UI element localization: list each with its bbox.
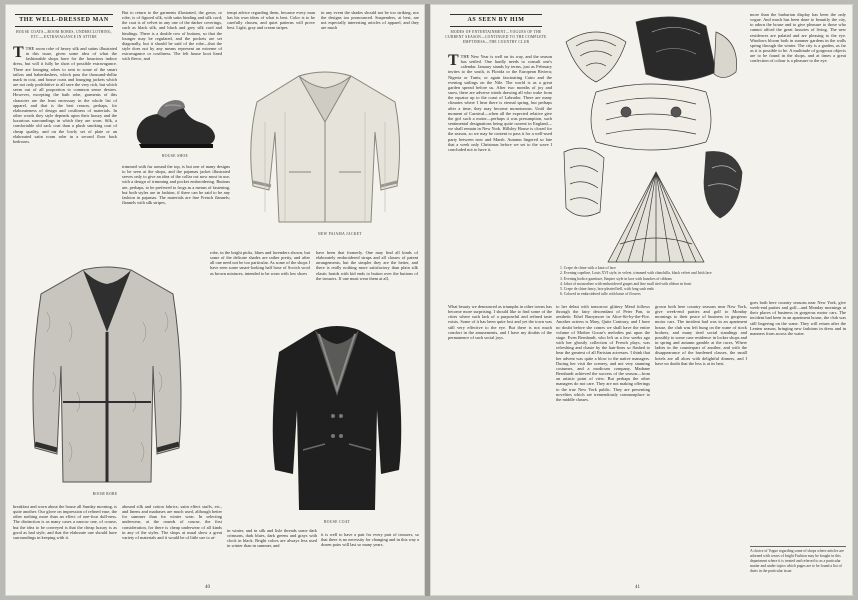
section-banner: THE WELL-DRESSED MAN bbox=[15, 14, 113, 27]
text-column-bottom-1: breakfast and worn about the house all Sunday morning, is quite another. Our glove on impression of refined ease, the other nothing more than an effect of one-four dull-ness. The distinction is as many cases a narrow one, of course, but the idea to be conveyed is that the cheap luxury is as good as bad style, and that the elaborate one should have surroundings in keeping with it. bbox=[13, 504, 117, 540]
right-page bbox=[430, 4, 853, 596]
drop-cap: T bbox=[13, 46, 24, 61]
text-column-bottom-3: in winter, and in silk and lisle threads some dark crimsons, dark blues, dark greens and grays with clock in black. Bright colors are always less used in winter than in summer, and bbox=[227, 528, 317, 549]
legend-item: 5. Crepe de chine fancy, box-pleated bell, with long sash ends bbox=[560, 287, 654, 292]
text-column-4: more than the barbarian display has been the only vogue. And much has been done to beautify the city, to adorn the house and to give pleasure to those who cannot afford the great luxuries of living. The new residences are palatial and are pleasing to the eye. Windows bloom both in summer gardens in the walls spring through the winter. The city is a garden, as far as it is possible to be. A multitude of gorgeous objects are to be found in the shops, and at times a great confection of colour is a pleasure to the eye. bbox=[750, 12, 846, 64]
lace-accessories-illustration bbox=[556, 12, 746, 264]
text-column-lower-3: have been that formerly. One may find all kinds of elaborately embroidered straps and all classes of patent arrangements, but the simpler they are the better, and there is really nothing more satisfactory than plain silk elastic braids with kid ends to button over the buttons of the trousers. If one must wear them at all, bbox=[316, 250, 418, 281]
section-subhead: MODES OF ENTERTAINMENT—VOGUES OF THE CURRENT SEASON—CONTINUED TO THE COMPLETE EMPTINESS—THE COUNTRY CLUB bbox=[445, 30, 547, 44]
caption-room-robe: ROOM ROBE bbox=[92, 492, 118, 496]
legend-item: 6. Colored in embroidered tulle with baste of flowers bbox=[560, 292, 641, 297]
text-column-3: grown both here country seasons near New York, give week-end parties and golf to Monday mornings to their peace of business in gorgeous motor cars. The incident had was in an apartment house, the club was left hung on the wane of stock brokers, and many tired social standings and possibly to some case residence in locker shops and in spring and autumn gamble at the races, Where ladies in the counterpart of another, and with the disappearance of the burdened classes, the small hotels are all aloes with delightful dinners, and I have no doubt that the less is at its best. bbox=[655, 304, 747, 366]
text-column-1 bbox=[13, 46, 117, 258]
legend-item: 1. Crepe de chine with a knot of lace bbox=[560, 266, 616, 270]
text-column-2: to her debut with tomorrow glittery Mead follows through the fairy descendant of Peter Pan, to aesthetic Ethel Barrymore in Alice-Sit-by-the-Fire. Another actress is Mary, Quite Contrary, and I have no doubt before she comes we shall have the entire volume of Mother Goose's melodies put upon the stage. Even Bernhardt, who left us a few weeks ago with her ghostly collection of French plays, was refreshing and chaste by the hair-lines so flashed to hear the greatest of all Parisian actresses. I think that her advent was quite a blow to the native managers. During her visit the scenery, and not very stunning costumes, and a modicum company, Madame Bernhardt achieved the success of the season—from an artistic point of view. But perhaps the other managers do not care. They are not making offerings to the true New York public. They are presenting novelties which are tremendously commonplace to the middle classes. bbox=[556, 304, 650, 402]
footnote-box: A choice of Vogue regarding some of shops where articles are adorned with wears of bright Fashion may be bought in this department where it is treated and referred to as a particular matter and under topics which pages are to be found a list of dates in the particular issue. bbox=[750, 546, 846, 574]
pajama-jacket-illustration bbox=[235, 62, 417, 232]
section-banner: AS SEEN BY HIM bbox=[450, 14, 542, 27]
caption-house-coat: HOUSE COAT bbox=[323, 520, 351, 524]
column-text: THE New Year is well on its way, and the season has settled. One hardly needs to consult one's calendar. January stands by terms, just as February invites to the south, is Florida or the European Riviera; Nigeria or Tunis; or again fascinating Cairo and the evening sailings on the Nile. The world is as a great garden spread before us. After two months of joy and snow, there are adverse winds drawing all who wake from the equator up to the coast of Labrador. There are many climates where I hear there is eternal spring, but perhaps after a time, they may become monotonous. Until the moment of Carnival—when all the expected relative give the girl such a motor—perhaps it was presumption, such sentimental designations being quite current in England—we shall remain in New York. Hillsley House is closed for the season, so we may be content to pass it for a well-used party between now and Marsh. Autumn lingered so late that a week only Christmas before we set to the wave I concluded not to have it. bbox=[448, 54, 552, 152]
text-column-lower-2: robe, in the bright picks, blues and lavenders shown, but some of the delicate shades are rather pretty, and after all one need not be too particular. As some of the shops I have seen some smart-looking half hose of Scotch wool as brown mixtures, intended to be worn with low shoes bbox=[210, 250, 310, 276]
text-column-mid: trimmed with fur around the top, is but one of many designs to be seen at the shops, and the pajamas jacket illustrated serves only to give an idea of the collar cut now most in use, with a design of trimming and pocket embroidering. Buttons are, perhaps, to be preferred to frogs as a means of fastening, but both styles are in fashion, if there can be said to be any fashion in pajamas. The materials are fine French flannels; flannels with silk stripes, bbox=[122, 164, 230, 206]
caption-house-shoe: HOUSE SHOE bbox=[161, 154, 189, 158]
text-column-lower-1: What beauty we denounced as triumphs in other towns has become more surprising. I should like to find some of the cities where such lack of a purposeful and refined taste exists. Some of it has been quite lost and yet the town was still very effective to the eye. But there is not much comfort in the amusements, and I have my doubts of the permanence of such social joys. bbox=[448, 304, 552, 340]
page-number: 41 bbox=[635, 585, 640, 590]
text-column-bottom-4: it is well to have a pair for every pair of trousers, so that there is no necessity for changing and in this way a dozen pairs will last so many years. bbox=[321, 532, 419, 548]
text-column-bottom-2: abound silk and cotton fabrics; satin effect stuffs, etc., and linens and madrases are much used, although better for summer than for winter wear. In selecting underwear, at the rounds of course, the first consideration, for there is cheap underwear of all kinds in any of the styles. The shops at usual show a great variety of materials and it would be of little use to at- bbox=[122, 504, 222, 540]
house-shoe-illustration bbox=[127, 96, 221, 158]
legend-item: 3. Evening bodice garniture, Empire style in lace with bunches of ribbons bbox=[560, 276, 672, 281]
caption-pajama-jacket: NEW PAJAMA JACKET bbox=[318, 232, 362, 236]
text-column-lower-4: goes both here country seasons near New York, give week-end parties and golf—and Monday mornings at their places of business in gorgeous motor cars. The incident had been in an apartment house, the club was still lingering on the wane. They will return after the Lenten season, bringing new fashions in dress and in manners from across the water. bbox=[750, 300, 846, 336]
column-text: THE room robe of heavy silk and satins illustrated in this issue, given some idea of what the fashionable shops have for the luxurious indoor dress, but will it fully be short of possible extravagance. There are lounging robes to sent to some of the smart tailors and haberdashers, which pass the thousand-dollar mark in cost, and house coats and lounging jackets which are not only prohibitive to all save the very rich, but which seem out of all proportion to common sense desires. However, excepting the bath robe, garments of this character are the least necessary in the whole list of apparel, and that is the best reason, perhaps, for elaborateness of design and costliness of materials. In other words they style depends upon their luxury and the luxurious surroundings in which they are worn. Silk, a comfortable old sack coat than a plush smoking coat of cheap quality, and on the lowly set of plate or an elaborated satin room robe in a second floor back bedroom. bbox=[13, 46, 117, 144]
left-page bbox=[5, 4, 425, 596]
text-column-1 bbox=[448, 54, 552, 298]
legend-item: 4. Jabot of mousseline with embroidered grapes and fine mull tied with ribbon in front bbox=[560, 281, 692, 286]
text-column-2: But to return to the garments illustrated, the gown, or robe, is of figured silk, with satin binding and silk cord; the coat is of velvet in any one of the darker coverings, such as black silk, and black and grey silk cord and bindings. There is a double row of buttons, so that the lounger may be regulated, and the pockets are set diagonally, but it should be said of the robe—that the style does not by any means represent an extreme of extravagance or costliness. The felt house boot lined with fleece, and bbox=[122, 10, 222, 62]
illustration-legend bbox=[560, 266, 748, 298]
text-column-3: tempt advice regarding them, because every man has his own ideas of what is best. Color is to be carefully chosen, and quiet patterns will prove best. Light, gray and cream stripes bbox=[227, 10, 315, 31]
page-number: 40 bbox=[205, 585, 210, 590]
section-subhead: HOUSE COATS—ROOM ROBES, UNDERCLOTHING, ETC.—EXTRAVAGANCE IN ATTIRE bbox=[16, 30, 112, 39]
house-coat-illustration bbox=[263, 320, 411, 516]
drop-cap: T bbox=[448, 54, 459, 69]
text-column-4: in any event the shades should not be too striking, nor the designs too pronounced. Suspenders, at best, are not especially interesting articles of apparel, and they are much bbox=[321, 10, 419, 31]
room-robe-illustration bbox=[13, 262, 201, 490]
legend-item: 2. Evening capeline, Louis XVI style, in velvet, trimmed with chinchilla, black velvet and Irish lace bbox=[560, 271, 712, 276]
